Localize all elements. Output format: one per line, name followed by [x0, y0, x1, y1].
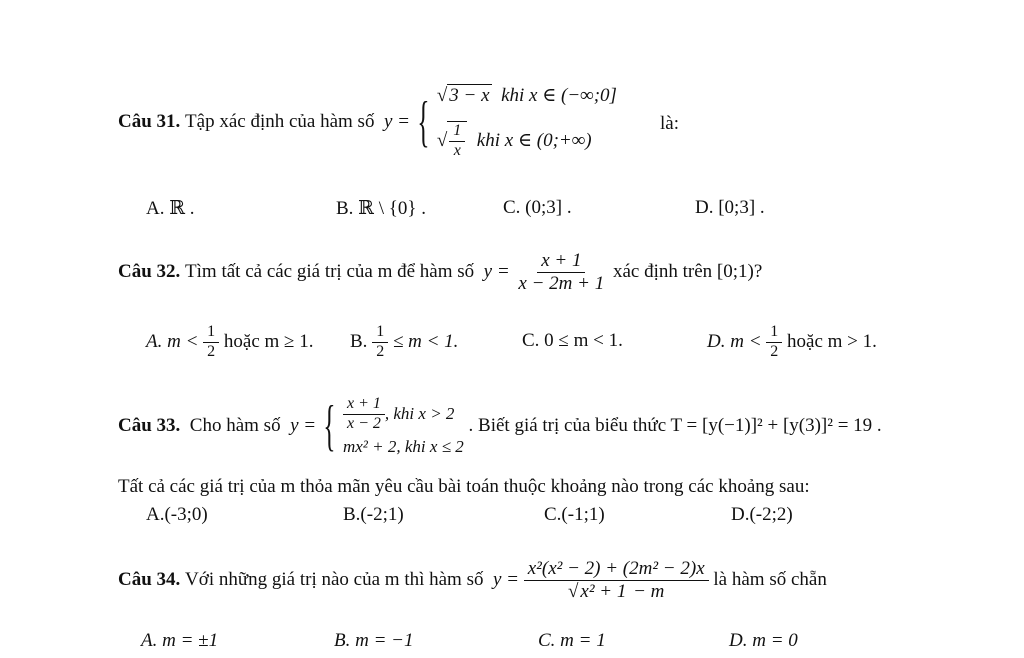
- case-2-condition: khi x ∈ (0;+∞): [476, 130, 592, 151]
- question-text: Cho hàm số: [189, 415, 281, 436]
- case-1: √ 3 − x khi x ∈ (−∞;0]: [436, 85, 617, 107]
- option-b-suffix: ≤ m < 1.: [392, 331, 459, 352]
- case-1-condition: , khi x > 2: [384, 404, 455, 423]
- question-33: [118, 386, 882, 466]
- numerator: x + 1: [343, 395, 385, 414]
- denominator: x − 2: [346, 414, 381, 432]
- denominator: 2: [207, 342, 216, 360]
- question-label: Câu 34.: [118, 569, 181, 590]
- fraction: [514, 250, 608, 295]
- option-c: C. m = 1: [538, 630, 606, 651]
- option-d: D. m = 0: [729, 630, 798, 651]
- numerator: 1: [449, 122, 465, 141]
- denominator: √ x² + 1 − m: [567, 580, 665, 602]
- piecewise-brace: {: [323, 395, 336, 457]
- case-2: mx² + 2, khi x ≤ 2: [342, 436, 464, 456]
- option-c: C. 0 ≤ m < 1.: [522, 330, 623, 351]
- denominator-tail: − m: [633, 580, 665, 602]
- function-y: y =: [290, 415, 317, 436]
- option-b: B. m = −1: [334, 630, 414, 651]
- option-d: D.(-2;2): [731, 504, 793, 525]
- denominator: 2: [376, 342, 385, 360]
- question-34: [118, 548, 827, 612]
- option-b: B.(-2;1): [343, 504, 404, 525]
- function-y: y =: [383, 111, 410, 132]
- question-label: Câu 31.: [118, 111, 181, 132]
- option-c: C. (0;3] .: [503, 197, 572, 218]
- numerator: 1: [203, 323, 219, 342]
- fraction: [447, 121, 467, 160]
- fraction: [766, 323, 782, 361]
- option-a: A. ℝ .: [146, 198, 195, 219]
- question-31: [118, 72, 617, 172]
- option-b: B. ℝ \ {0} .: [336, 198, 426, 219]
- piecewise-cases: [437, 84, 617, 160]
- numerator: 1: [766, 323, 782, 342]
- radicand: 3 − x: [449, 85, 490, 107]
- case-1-condition: khi x ∈ (−∞;0]: [501, 85, 617, 107]
- option-d: D. [0;3] .: [695, 197, 765, 218]
- option-b: [350, 320, 458, 364]
- option-a-suffix: hoặc m ≥ 1.: [223, 331, 314, 352]
- question-tail: là hàm số chẵn: [713, 569, 827, 590]
- question-text: Tìm tất cả các giá trị của m để hàm số: [185, 261, 475, 282]
- option-d-suffix: hoặc m > 1.: [787, 331, 877, 352]
- piecewise-cases: [343, 395, 464, 457]
- case-2: √ $\frac{1}{x}$ khi x ∈ (0;+∞): [436, 122, 592, 159]
- option-b-prefix: B.: [350, 331, 368, 352]
- fraction: [524, 558, 709, 603]
- fraction: [203, 323, 219, 361]
- question-tail: xác định trên [0;1)?: [612, 261, 763, 282]
- piecewise-brace: {: [417, 91, 430, 153]
- question-label: Câu 33.: [118, 415, 181, 436]
- denominator: x − 2m + 1: [518, 272, 605, 294]
- question-text: Tập xác định của hàm số: [185, 111, 375, 132]
- option-c: C.(-1;1): [544, 504, 605, 525]
- fraction: [372, 323, 388, 361]
- numerator: x²(x² − 2) + (2m² − 2)x: [524, 558, 709, 581]
- question-tail: . Biết giá trị của biểu thức T = [y(−1)]² + [y(3)]² = 19 .: [468, 415, 882, 436]
- option-a: [146, 320, 313, 364]
- question-label: Câu 32.: [118, 261, 181, 282]
- numerator: 1: [372, 323, 388, 342]
- fraction: [343, 395, 385, 433]
- option-d-prefix: D. m <: [707, 331, 762, 352]
- question-text: Với những giá trị nào của m thì hàm số: [185, 569, 484, 590]
- option-a: A. m = ±1: [141, 630, 219, 651]
- numerator: x + 1: [537, 250, 585, 273]
- question-32: [118, 246, 762, 298]
- question-31-tail: là:: [660, 113, 679, 134]
- case-1: [343, 395, 464, 433]
- denominator: 2: [770, 342, 779, 360]
- radicand: x² + 1: [580, 580, 627, 602]
- option-a: A.(-3;0): [146, 504, 208, 525]
- option-a-prefix: A. m <: [146, 331, 199, 352]
- question-33-line2: Tất cả các giá trị của m thỏa mãn yêu cầu bài toán thuộc khoảng nào trong các khoảng sau:: [118, 476, 810, 497]
- function-y: y =: [492, 569, 519, 590]
- denominator: x: [453, 141, 461, 159]
- option-d: [707, 320, 877, 364]
- function-y: y =: [483, 261, 510, 282]
